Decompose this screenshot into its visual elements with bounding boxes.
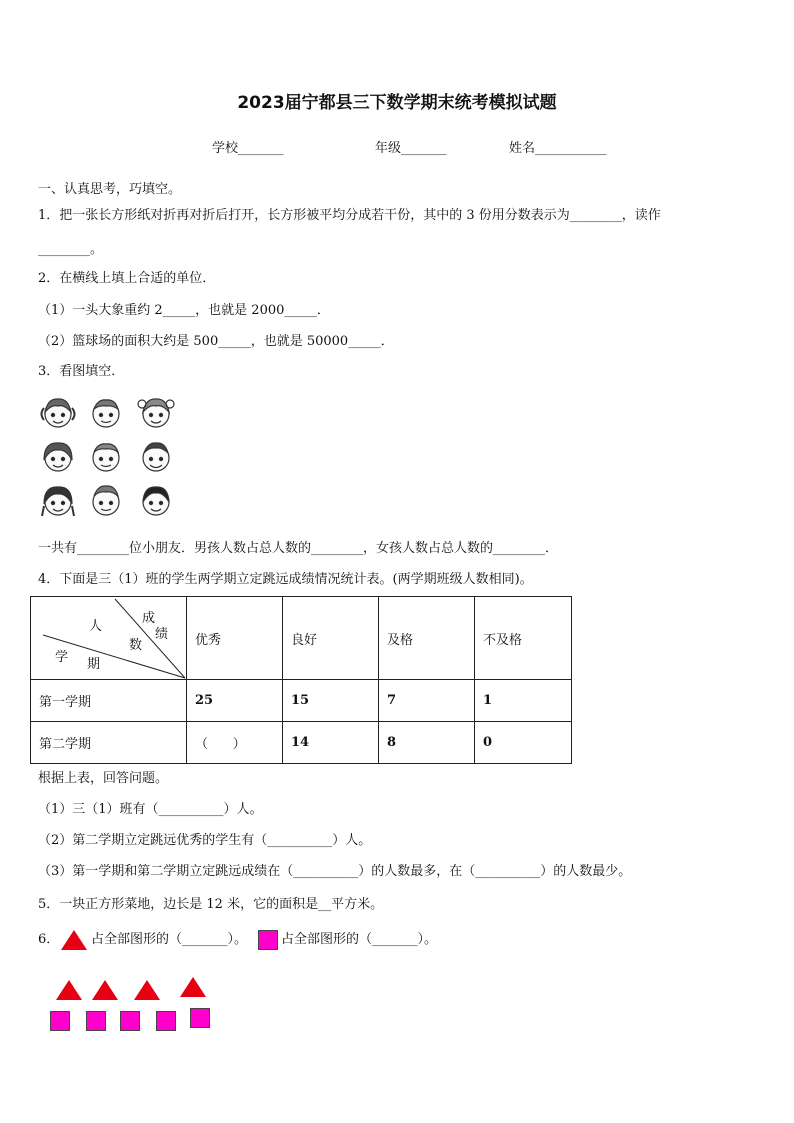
question-3-answer-line: 一共有________位小朋友．男孩人数占总人数的________，女孩人数占总人数的________． [38,541,559,556]
column-header: 不及格 [475,597,572,680]
table-header-row [31,597,572,680]
row-label: 第二学期 [31,722,187,764]
table-cell: 7 [379,680,475,722]
diag-label: 绩 [155,627,169,642]
question-6-part2: 占全部图形的（_______）。 [281,932,438,947]
question-4-prompt: 根据上表，回答问题。 [38,771,169,786]
question-4-stem: 4．下面是三（1）班的学生两学期立定跳远成绩情况统计表。(两学期班级人数相同)。 [38,572,533,587]
diagonal-header-cell [31,597,187,680]
face-boy [93,486,119,515]
column-header: 良好 [283,597,379,680]
question-1-line1: 1．把一张长方形纸对折再对折后打开，长方形被平均分成若干份，其中的 3 份用分数表示为________，读作 [38,208,661,223]
face-boy [93,444,119,471]
face-boy [93,400,119,427]
question-2-stem: 2．在横线上填上合适的单位． [38,271,216,286]
name-field: 姓名___________ [509,141,607,156]
diag-label: 期 [87,657,101,672]
face-girl [44,443,72,471]
grade-field: 年级_______ [375,141,447,156]
question-4-sub3: （3）第一学期和第二学期立定跳远成绩在（__________）的人数最多，在（__________）的人数最少。 [38,864,632,879]
face-girl [143,487,169,515]
question-2-sub1: （1）一头大象重约 2_____，也就是 2000_____． [38,303,330,318]
row-label: 第一学期 [31,680,187,722]
triangle-icon [92,980,118,1000]
square-icon [258,930,278,950]
question-1-line2: ________。 [38,242,104,257]
table-cell: 15 [283,680,379,722]
question-2-sub2: （2）篮球场的面积大约是 500_____，也就是 50000_____． [38,334,394,349]
table-cell: 0 [475,722,572,764]
square-icon [50,1011,70,1031]
section-heading: 一、认真思考，巧填空。 [38,182,182,197]
diag-label: 学 [55,650,69,665]
face-girl [138,399,174,427]
diag-label: 人 [89,619,103,634]
diag-label: 数 [129,638,143,653]
square-icon [120,1011,140,1031]
question-5: 5．一块正方形菜地，边长是 12 米，它的面积是__平方米。 [38,897,384,912]
table-cell: （ ） [187,722,283,764]
table-cell: 25 [187,680,283,722]
question-6-number: 6． [38,932,60,947]
face-girl [42,399,75,427]
question-6-part1: 占全部图形的（_______）。 [91,932,248,947]
table-row [31,722,572,764]
square-icon [190,1008,210,1028]
children-faces-figure [36,394,186,526]
square-icon [156,1011,176,1031]
page-title: 2023届宁都县三下数学期末统考模拟试题 [237,93,557,113]
table-cell: 14 [283,722,379,764]
column-header: 优秀 [187,597,283,680]
square-icon [86,1011,106,1031]
face-boy [143,443,169,471]
question-4-sub1: （1）三（1）班有（__________）人。 [38,802,263,817]
table-cell: 8 [379,722,475,764]
face-girl [42,487,74,516]
table-cell: 1 [475,680,572,722]
diag-label: 成 [142,611,156,626]
school-field: 学校_______ [212,141,284,156]
table-row [31,680,572,722]
question-4-sub2: （2）第二学期立定跳远优秀的学生有（__________）人。 [38,833,372,848]
question-3-stem: 3．看图填空． [38,364,125,379]
triangle-icon [180,977,206,997]
triangle-icon [61,930,87,950]
triangle-icon [134,980,160,1000]
triangle-icon [56,980,82,1000]
score-table [30,596,572,764]
faces-illustration [36,394,186,526]
column-header: 及格 [379,597,475,680]
